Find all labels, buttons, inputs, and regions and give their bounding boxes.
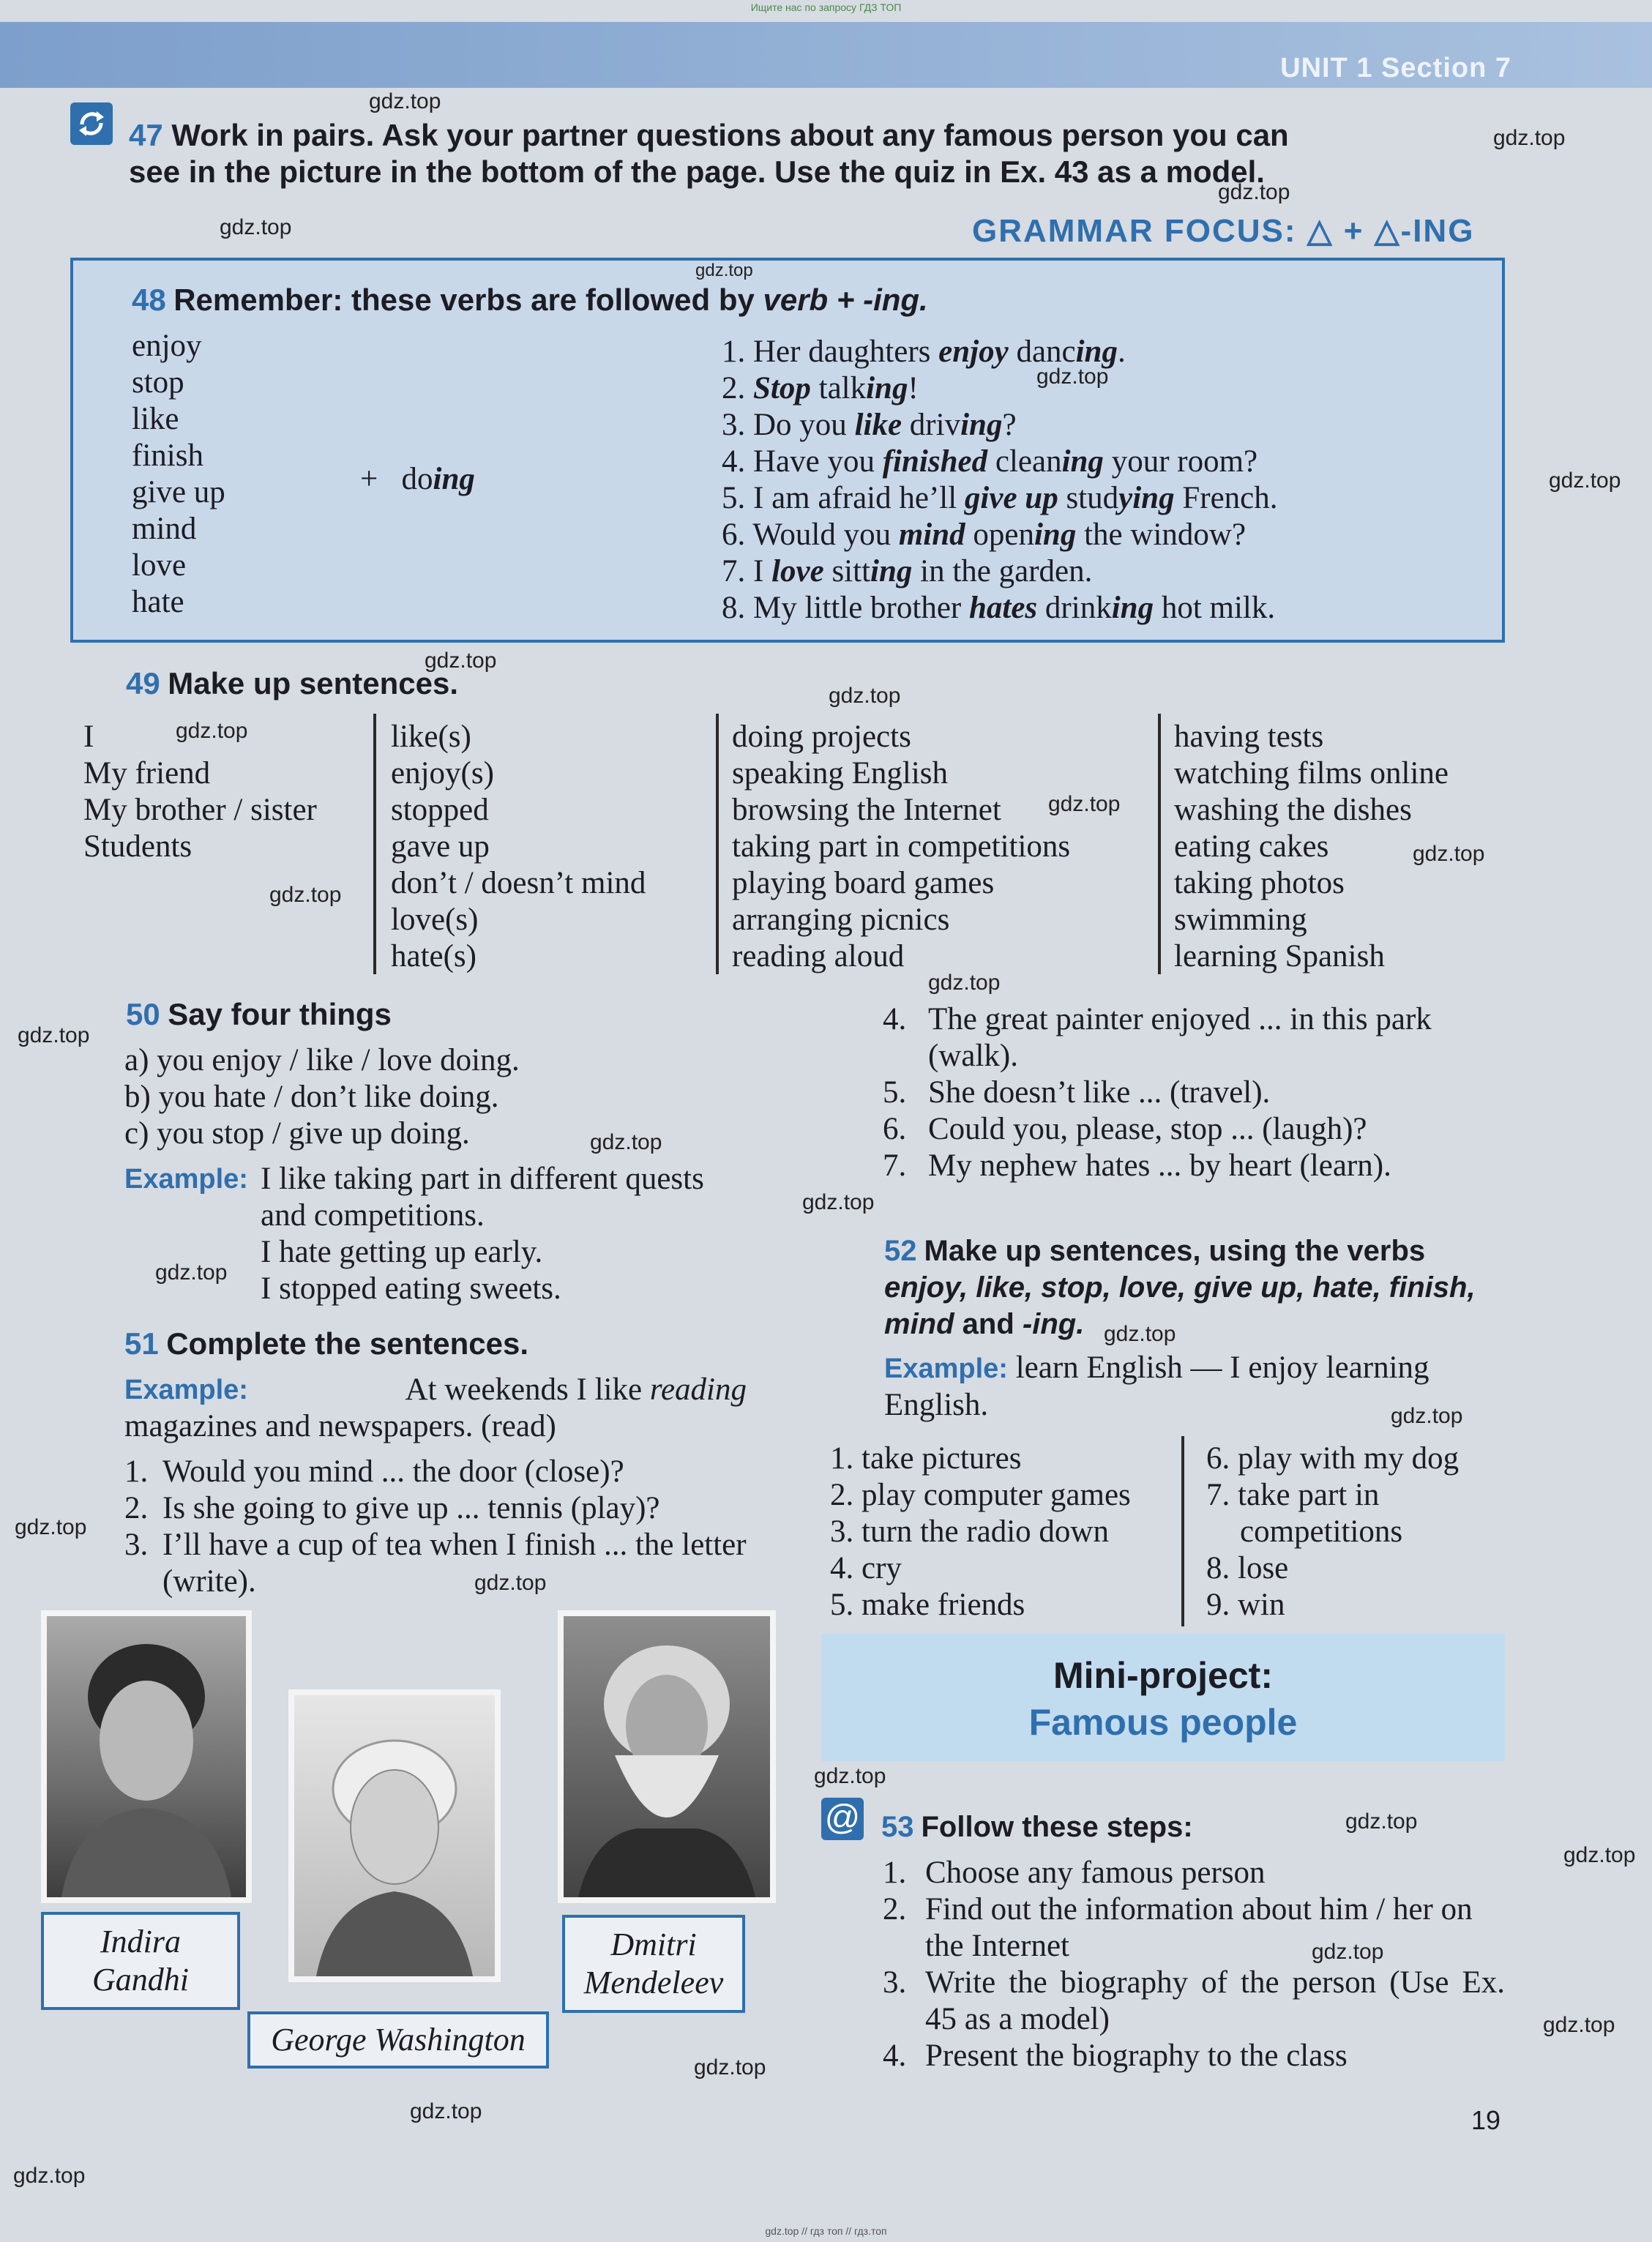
exercise-48-title: 48 Remember: these verbs are followed by verb + -ing. xyxy=(132,283,928,317)
verb-item: give up xyxy=(132,475,225,509)
activity-item: speaking English xyxy=(732,756,948,791)
activity-item: learning Spanish xyxy=(1174,939,1385,974)
photo-indira-gandhi xyxy=(41,1610,252,1903)
portrait-icon xyxy=(294,1695,495,1976)
watermark: gdz.top xyxy=(1036,365,1109,389)
watermark: gdz.top xyxy=(15,1515,87,1539)
caption-indira-gandhi: Indira Gandhi xyxy=(41,1912,240,2010)
watermark: gdz.top xyxy=(802,1190,875,1214)
photo-dmitri-mendeleev xyxy=(558,1610,776,1903)
list-item: a) you enjoy / like / love doing. xyxy=(124,1043,520,1077)
at-icon: @ xyxy=(821,1798,864,1840)
activity-item: washing the dishes xyxy=(1174,793,1412,827)
list-item: 5. make friends xyxy=(830,1588,1025,1622)
activity-item: doing projects xyxy=(732,720,911,754)
bottom-note: gdz.top // гдз топ // гдз.топ xyxy=(765,2225,887,2237)
exercise-50-title: 50 Say four things xyxy=(126,997,392,1031)
ex53-steps: 1. Choose any famous person 2. Find out the information about him / her on the Internet 3. Write the biography of the person (Use Ex. 45 as a model) 4. Present the biography to the class xyxy=(883,1856,1505,2073)
subject-item: My friend xyxy=(83,756,211,791)
subject-item: My brother / sister xyxy=(83,793,317,827)
list-item: c) you stop / give up doing. xyxy=(124,1116,470,1151)
verb-item: stopped xyxy=(391,793,489,827)
verb-item: like(s) xyxy=(391,720,471,754)
caption-george-washington: George Washington xyxy=(247,2011,549,2069)
section-label: Section 7 xyxy=(1381,53,1511,83)
verb-item: hate xyxy=(132,585,184,619)
verb-item: mind xyxy=(132,512,197,546)
watermark: gdz.top xyxy=(1549,468,1621,493)
watermark: gdz.top xyxy=(928,971,1001,995)
activity-item: swimming xyxy=(1174,903,1307,937)
list-item: b) you hate / don’t like doing. xyxy=(124,1080,499,1114)
activity-item: playing board games xyxy=(732,866,995,900)
activity-item: reading aloud xyxy=(732,939,905,974)
watermark: gdz.top xyxy=(1493,126,1566,150)
portrait-icon xyxy=(564,1616,770,1897)
ex51-example: Example: At weekends I like reading magazines and newspapers. (read) xyxy=(124,1372,747,1443)
verb-item: love(s) xyxy=(391,903,479,937)
list-item: 4. cry xyxy=(830,1551,902,1585)
watermark: gdz.top xyxy=(13,2164,86,2188)
verb-item: enjoy(s) xyxy=(391,756,494,791)
subject-item: I xyxy=(83,720,94,754)
watermark: gdz.top xyxy=(1563,1843,1636,1867)
watermark: gdz.top xyxy=(695,261,753,280)
mini-project-subtitle: Famous people xyxy=(1028,1702,1298,1743)
ex52-right-items xyxy=(1206,1441,1459,1623)
activity-item: having tests xyxy=(1174,720,1324,754)
watermark: gdz.top xyxy=(410,2099,482,2123)
ex49-verbs xyxy=(391,719,646,975)
exercise-47-icon xyxy=(70,102,113,145)
ex51-items: 1. Would you mind ... the door (close)? 2. Is she going to give up ... tennis (play)? 3. I’ll have a cup of tea when I finish ... the letter (write). xyxy=(124,1454,747,1599)
sentence: 3. Do you like driving? xyxy=(722,408,1017,442)
watermark: gdz.top xyxy=(1312,1940,1384,1964)
sentence: 2. Stop talking! xyxy=(722,371,919,406)
sentence: 7. I love sitting in the garden. xyxy=(722,554,1093,588)
watermark: gdz.top xyxy=(1048,792,1121,816)
verb-item: love xyxy=(132,548,187,583)
example-sentences xyxy=(722,334,1278,627)
unit-label: UNIT 1 Section 7 xyxy=(1280,53,1511,83)
activity-item: browsing the Internet xyxy=(732,793,1001,827)
sentence: 8. My little brother hates drinking hot milk. xyxy=(722,591,1276,625)
ex50-example: Example: I like taking part in different quests and competitions. I hate getting up early. I stopped eating sweets. xyxy=(124,1162,704,1306)
watermark: gdz.top xyxy=(269,883,342,907)
verb-item: like xyxy=(132,402,179,436)
sentence: 4. Have you finished cleaning your room? xyxy=(722,444,1258,479)
watermark: gdz.top xyxy=(694,2055,766,2080)
exercise-49-title: 49 Make up sentences. xyxy=(126,666,459,700)
exercise-48-box xyxy=(70,258,1505,643)
list-item: 9. win xyxy=(1206,1588,1285,1622)
activity-item: eating cakes xyxy=(1174,829,1329,864)
page-number: 19 xyxy=(1471,2105,1501,2135)
activity-item: taking part in competitions xyxy=(732,829,1071,864)
watermark: gdz.top xyxy=(829,684,901,708)
verb-item: stop xyxy=(132,365,184,400)
ex51-items-continued: 4. The great painter enjoyed ... in this park (walk). 5. She doesn’t like ... (travel). 6. Could you, please, stop ... (laugh)? 7. My nephew hates ... by heart (learn). xyxy=(883,1002,1432,1183)
sentence: 6. Would you mind opening the window? xyxy=(722,517,1247,552)
verb-item: finish xyxy=(132,438,203,473)
portrait-icon xyxy=(47,1616,246,1897)
mini-project-title: Mini-project: xyxy=(1053,1655,1273,1696)
list-item: competitions xyxy=(1240,1514,1403,1549)
top-note: Ищите нас по запросу ГДЗ ТОП xyxy=(750,1,902,13)
watermark: gdz.top xyxy=(814,1764,886,1788)
watermark: gdz.top xyxy=(1543,2013,1615,2037)
sentence: 1. Her daughters enjoy dancing. xyxy=(722,335,1126,369)
activity-item: arranging picnics xyxy=(732,903,950,937)
subject-item: Students xyxy=(83,829,193,864)
ex52-left-items xyxy=(830,1441,1131,1623)
refresh-icon xyxy=(70,102,113,145)
ex49-activities-a xyxy=(732,719,1070,975)
mini-project-banner xyxy=(821,1634,1505,1761)
verb-item: don’t / doesn’t mind xyxy=(391,866,646,900)
watermark: gdz.top xyxy=(1391,1404,1463,1428)
watermark: gdz.top xyxy=(1413,842,1485,866)
column-divider xyxy=(1158,714,1161,974)
verb-item: gave up xyxy=(391,829,490,864)
verb-item: hate(s) xyxy=(391,939,476,974)
grammar-focus-heading: GRAMMAR FOCUS: △ + △-ING xyxy=(972,213,1475,249)
watermark: gdz.top xyxy=(1218,180,1290,204)
list-item: 6. play with my dog xyxy=(1206,1441,1459,1476)
photo-george-washington xyxy=(288,1689,501,1982)
column-divider xyxy=(373,714,376,974)
watermark: gdz.top xyxy=(155,1260,228,1285)
verb-item: enjoy xyxy=(132,329,202,363)
ex49-activities-b xyxy=(1174,719,1449,975)
unit-header-bar xyxy=(0,22,1652,88)
activity-item: taking photos xyxy=(1174,866,1345,900)
watermark: gdz.top xyxy=(176,719,248,743)
column-divider xyxy=(1181,1436,1184,1626)
verb-list xyxy=(132,328,225,621)
list-item: 8. lose xyxy=(1206,1551,1289,1585)
exercise-47: 47 Work in pairs. Ask your partner questions about any famous person you can see in the picture in the bottom of the page. Use the quiz in Ex. 43 as a model. xyxy=(129,118,1289,189)
watermark: gdz.top xyxy=(220,215,292,239)
list-item: 3. turn the radio down xyxy=(830,1514,1109,1549)
activity-item: watching films online xyxy=(1174,756,1449,791)
watermark: gdz.top xyxy=(474,1571,547,1595)
exercise-51-title: 51 Complete the sentences. xyxy=(124,1326,529,1361)
watermark: gdz.top xyxy=(425,649,497,673)
list-item: 1. take pictures xyxy=(830,1441,1022,1476)
plus-doing: + doing xyxy=(360,462,475,496)
watermark: gdz.top xyxy=(590,1130,662,1154)
watermark: gdz.top xyxy=(369,89,441,113)
watermark: gdz.top xyxy=(1345,1809,1418,1834)
list-item: 7. take part in xyxy=(1206,1478,1380,1512)
column-divider xyxy=(716,714,719,974)
sentence: 5. I am afraid he’ll give up studying French. xyxy=(722,481,1278,515)
list-item: 2. play computer games xyxy=(830,1478,1131,1512)
ex50-items xyxy=(124,1042,520,1152)
exercise-52-title: 52 Make up sentences, using the verbs enjoy, like, stop, love, give up, hate, finish, mind and -ing. xyxy=(884,1235,1476,1340)
caption-dmitri-mendeleev: Dmitri Mendeleev xyxy=(562,1915,745,2013)
watermark: gdz.top xyxy=(1104,1322,1176,1346)
ex52-example: Example: learn English — I enjoy learning English. xyxy=(884,1350,1429,1422)
exercise-53-title: 53 Follow these steps: xyxy=(881,1811,1193,1843)
watermark: gdz.top xyxy=(18,1023,90,1047)
